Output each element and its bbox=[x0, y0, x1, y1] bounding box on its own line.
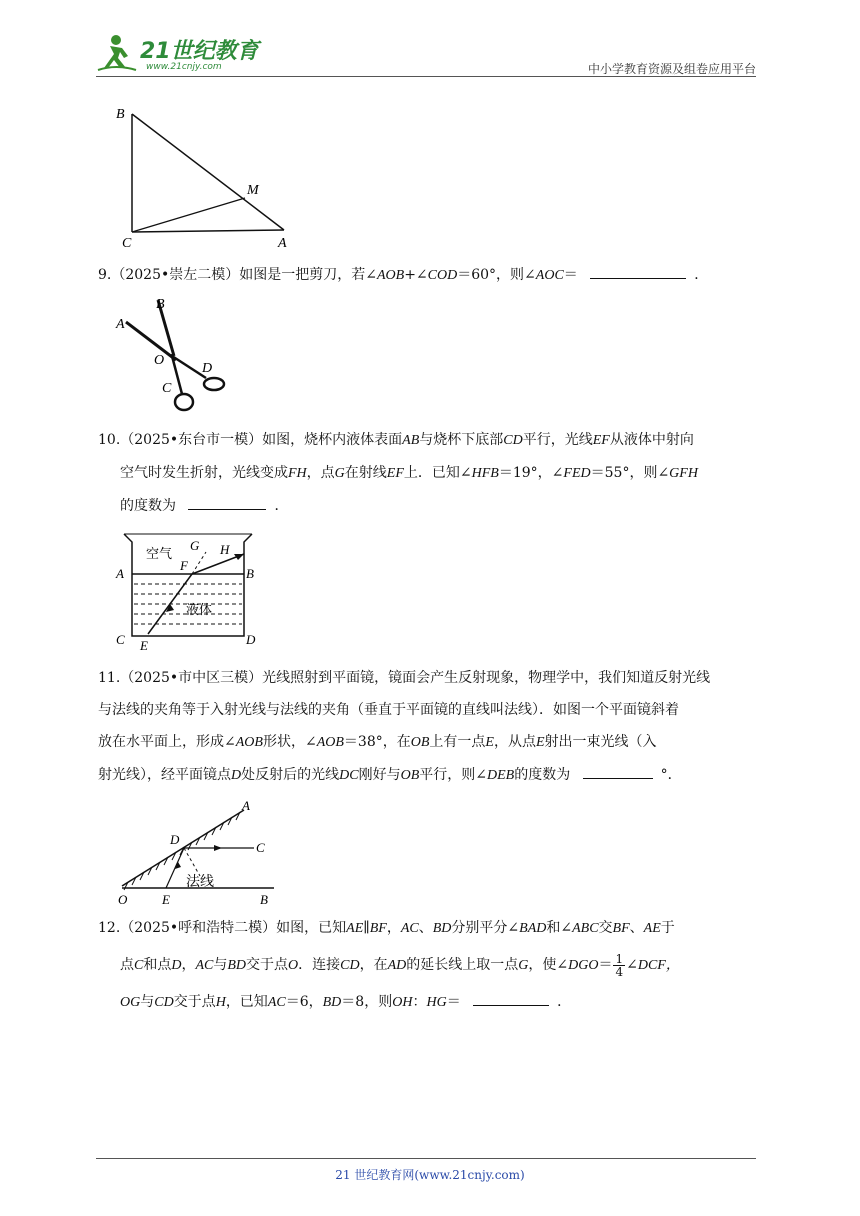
q12-var: BD bbox=[432, 921, 452, 936]
q9-text: ＝60°，则∠ bbox=[457, 267, 536, 283]
q10-text: 从液体中射向 bbox=[609, 432, 694, 448]
q12-text: 和∠ bbox=[546, 920, 573, 936]
label-B: B bbox=[116, 107, 125, 122]
q12-text: ，在 bbox=[359, 957, 388, 973]
label-C: C bbox=[116, 632, 125, 647]
q12-var: BD bbox=[322, 995, 342, 1010]
mirror-figure bbox=[114, 796, 284, 908]
label-A: A bbox=[242, 798, 250, 813]
question-9 bbox=[98, 259, 762, 292]
q11-var: DC bbox=[339, 768, 359, 783]
q9-source: （2025•崇左二模） bbox=[111, 267, 240, 283]
q9-var: AOC bbox=[535, 268, 564, 283]
q10-var: EF bbox=[592, 433, 610, 448]
answer-blank[interactable] bbox=[590, 264, 686, 279]
q9-tail: ． bbox=[694, 267, 709, 283]
fraction-numerator: 1 bbox=[615, 951, 624, 966]
platform-name: 中小学教育资源及组卷应用平台 bbox=[587, 62, 756, 76]
q12-var: OG bbox=[120, 995, 141, 1010]
q10-text: ＝19°，∠ bbox=[498, 465, 564, 481]
q12-var: D bbox=[171, 958, 182, 973]
label-C: C bbox=[162, 381, 172, 396]
q12-text: 和点 bbox=[143, 957, 172, 973]
q12-var: AC bbox=[195, 958, 214, 973]
label-liquid: 液体 bbox=[186, 602, 213, 617]
scissors-figure bbox=[114, 294, 234, 414]
q12-text: ， bbox=[181, 957, 196, 973]
q12-text: ，已知 bbox=[225, 994, 268, 1010]
footer-link[interactable]: 21 世纪教育网(www.21cnjy.com) bbox=[335, 1168, 525, 1182]
fraction-denominator: 4 bbox=[615, 964, 624, 979]
q9-var: AOB bbox=[376, 268, 405, 283]
question-11 bbox=[98, 662, 762, 792]
q12-var: AC bbox=[267, 995, 286, 1010]
q9-number: 9. bbox=[98, 267, 112, 283]
label-D: D bbox=[202, 361, 213, 376]
q12-text: 交于点 bbox=[173, 994, 216, 1010]
label-E: E bbox=[162, 892, 170, 907]
q12-var: H bbox=[215, 995, 226, 1010]
q12-text: 点 bbox=[120, 957, 134, 973]
q11-source: （2025•市中区三模） bbox=[120, 670, 263, 686]
q12-var: AC bbox=[400, 921, 419, 936]
question-10 bbox=[98, 424, 762, 522]
label-A: A bbox=[116, 566, 124, 581]
q12-text: 、 bbox=[418, 920, 433, 936]
q12-text: 与 bbox=[213, 957, 228, 973]
q11-text: 射出一束光线（入 bbox=[544, 734, 657, 750]
triangle-figure bbox=[110, 100, 300, 250]
label-B: B bbox=[246, 566, 254, 581]
q12-text: 的延长线上取一点 bbox=[406, 957, 519, 973]
q12-var: BAD bbox=[519, 921, 547, 936]
q10-var: CD bbox=[503, 433, 523, 448]
label-A: A bbox=[278, 236, 287, 250]
q12-text: ， bbox=[386, 920, 401, 936]
q12-number: 12. bbox=[98, 920, 121, 936]
q11-text: 放在水平面上，形成∠ bbox=[98, 734, 236, 750]
q12-var: O bbox=[288, 958, 299, 973]
q12-var: AE∥BF bbox=[346, 921, 387, 936]
q10-var: FED bbox=[563, 466, 591, 481]
q11-var: D bbox=[231, 768, 242, 783]
q11-number: 11. bbox=[98, 670, 121, 686]
header-divider bbox=[96, 76, 756, 77]
q12-text: ＝ bbox=[598, 957, 613, 973]
q12-text: ，使∠ bbox=[528, 957, 569, 973]
q12-text: 于 bbox=[660, 920, 675, 936]
q11-text: 射光线），经平面镜点 bbox=[98, 767, 231, 783]
q10-text: 的度数为 bbox=[120, 498, 176, 514]
q11-text: 刚好与 bbox=[358, 767, 401, 783]
q12-text: 交 bbox=[598, 920, 613, 936]
q11-text: 与法线的夹角等于入射光线与法线的夹角（垂直于平面镜的直线叫法线）．如图一个平面镜斜着 bbox=[98, 702, 679, 718]
q11-text: 形状，∠ bbox=[262, 734, 317, 750]
label-E: E bbox=[140, 638, 148, 652]
q12-var: ABC bbox=[572, 921, 599, 936]
q9-text: ＝ bbox=[563, 267, 578, 283]
q12-text: ： bbox=[412, 994, 427, 1010]
q11-tail: °． bbox=[660, 767, 682, 783]
label-normal: 法线 bbox=[186, 875, 214, 890]
q12-var: CD bbox=[340, 958, 360, 973]
q10-var: FH bbox=[288, 466, 307, 481]
label-O: O bbox=[118, 892, 128, 907]
label-F: F bbox=[180, 558, 188, 573]
answer-blank[interactable] bbox=[473, 991, 549, 1006]
q12-text: ．连接 bbox=[298, 957, 341, 973]
q12-text: 交于点 bbox=[246, 957, 289, 973]
q9-text: +∠ bbox=[404, 267, 428, 283]
q12-text: ＝6， bbox=[285, 994, 323, 1010]
q12-text: 如图，已知 bbox=[276, 920, 347, 936]
label-G: G bbox=[190, 538, 200, 553]
q12-var: C bbox=[134, 958, 144, 973]
label-A: A bbox=[116, 317, 125, 332]
q12-text: ∠DCF， bbox=[626, 958, 680, 973]
q11-text: 处反射后的光线 bbox=[241, 767, 340, 783]
footer-divider bbox=[96, 1158, 756, 1159]
label-B: B bbox=[156, 297, 165, 312]
q11-var: DEB bbox=[486, 768, 515, 783]
q10-text: 上．已知∠ bbox=[403, 465, 472, 481]
q11-var: AOB bbox=[316, 735, 344, 750]
q12-source: （2025•呼和浩特二模） bbox=[120, 920, 277, 936]
q12-var: G bbox=[518, 958, 529, 973]
q11-text: 上有一点 bbox=[429, 734, 486, 750]
q10-source: （2025•东台市一模） bbox=[120, 432, 263, 448]
q10-text: 在射线 bbox=[344, 465, 387, 481]
q10-var: GFH bbox=[669, 466, 698, 481]
label-O: O bbox=[154, 353, 165, 368]
fraction bbox=[613, 953, 625, 978]
q10-var: HFB bbox=[471, 466, 499, 481]
q12-var: BD bbox=[227, 958, 247, 973]
answer-blank[interactable] bbox=[583, 764, 653, 779]
q12-var: OH bbox=[392, 995, 413, 1010]
q12-text: ＝ bbox=[446, 994, 461, 1010]
beaker-figure bbox=[114, 530, 274, 652]
q12-text: 与 bbox=[140, 994, 155, 1010]
q12-text: 、 bbox=[629, 920, 644, 936]
q10-var: G bbox=[334, 466, 345, 481]
q11-text: 平行，则∠ bbox=[419, 767, 487, 783]
q9-text: 如图是一把剪刀，若∠ bbox=[239, 267, 377, 283]
q10-tail: ． bbox=[274, 498, 289, 514]
q12-var: HG bbox=[426, 995, 447, 1010]
q12-text: ＝8，则 bbox=[341, 994, 393, 1010]
q10-number: 10. bbox=[98, 432, 121, 448]
q10-text: ＝55°，则∠ bbox=[590, 465, 670, 481]
label-H: H bbox=[220, 542, 230, 557]
q11-text: 的度数为 bbox=[514, 767, 571, 783]
q11-var: AOB bbox=[235, 735, 263, 750]
label-D: D bbox=[170, 832, 180, 847]
label-B: B bbox=[260, 892, 268, 907]
q11-text: ＝38°，在 bbox=[343, 734, 411, 750]
q10-text: 空气时发生折射，光线变成 bbox=[120, 465, 288, 481]
logo-url: www.21cnjy.com bbox=[146, 62, 222, 72]
q12-text: 分别平分∠ bbox=[451, 920, 520, 936]
label-C: C bbox=[122, 236, 132, 250]
q11-text: 光线照射到平面镜，镜面会产生反射现象，物理学中，我们知道反射光线 bbox=[262, 670, 711, 686]
logo-title: 21世纪教育 bbox=[140, 39, 259, 64]
q11-var: E bbox=[485, 735, 494, 750]
label-air: 空气 bbox=[146, 546, 173, 561]
q12-var: CD bbox=[154, 995, 174, 1010]
q10-var: AB bbox=[402, 433, 420, 448]
q10-text: 与烧杯下底部 bbox=[419, 432, 504, 448]
answer-blank[interactable] bbox=[188, 495, 266, 510]
q11-var: OB bbox=[400, 768, 420, 783]
q10-text: 如图，烧杯内液体表面 bbox=[262, 432, 403, 448]
q12-var: BF bbox=[612, 921, 630, 936]
q10-var: EF bbox=[386, 466, 404, 481]
q10-text: ，点 bbox=[306, 465, 335, 481]
q10-text: 平行，光线 bbox=[522, 432, 593, 448]
label-C: C bbox=[256, 840, 265, 855]
q12-var: DGO bbox=[568, 958, 599, 973]
q9-var: COD bbox=[427, 268, 458, 283]
label-D: D bbox=[246, 632, 256, 647]
q12-tail: ． bbox=[557, 994, 572, 1010]
q11-var: E bbox=[535, 735, 545, 750]
q11-text: ，从点 bbox=[493, 734, 536, 750]
question-12 bbox=[98, 910, 762, 1021]
q12-var: AE bbox=[643, 921, 661, 936]
q11-var: OB bbox=[410, 735, 430, 750]
label-M: M bbox=[247, 183, 259, 198]
q12-var: AD bbox=[387, 958, 407, 973]
